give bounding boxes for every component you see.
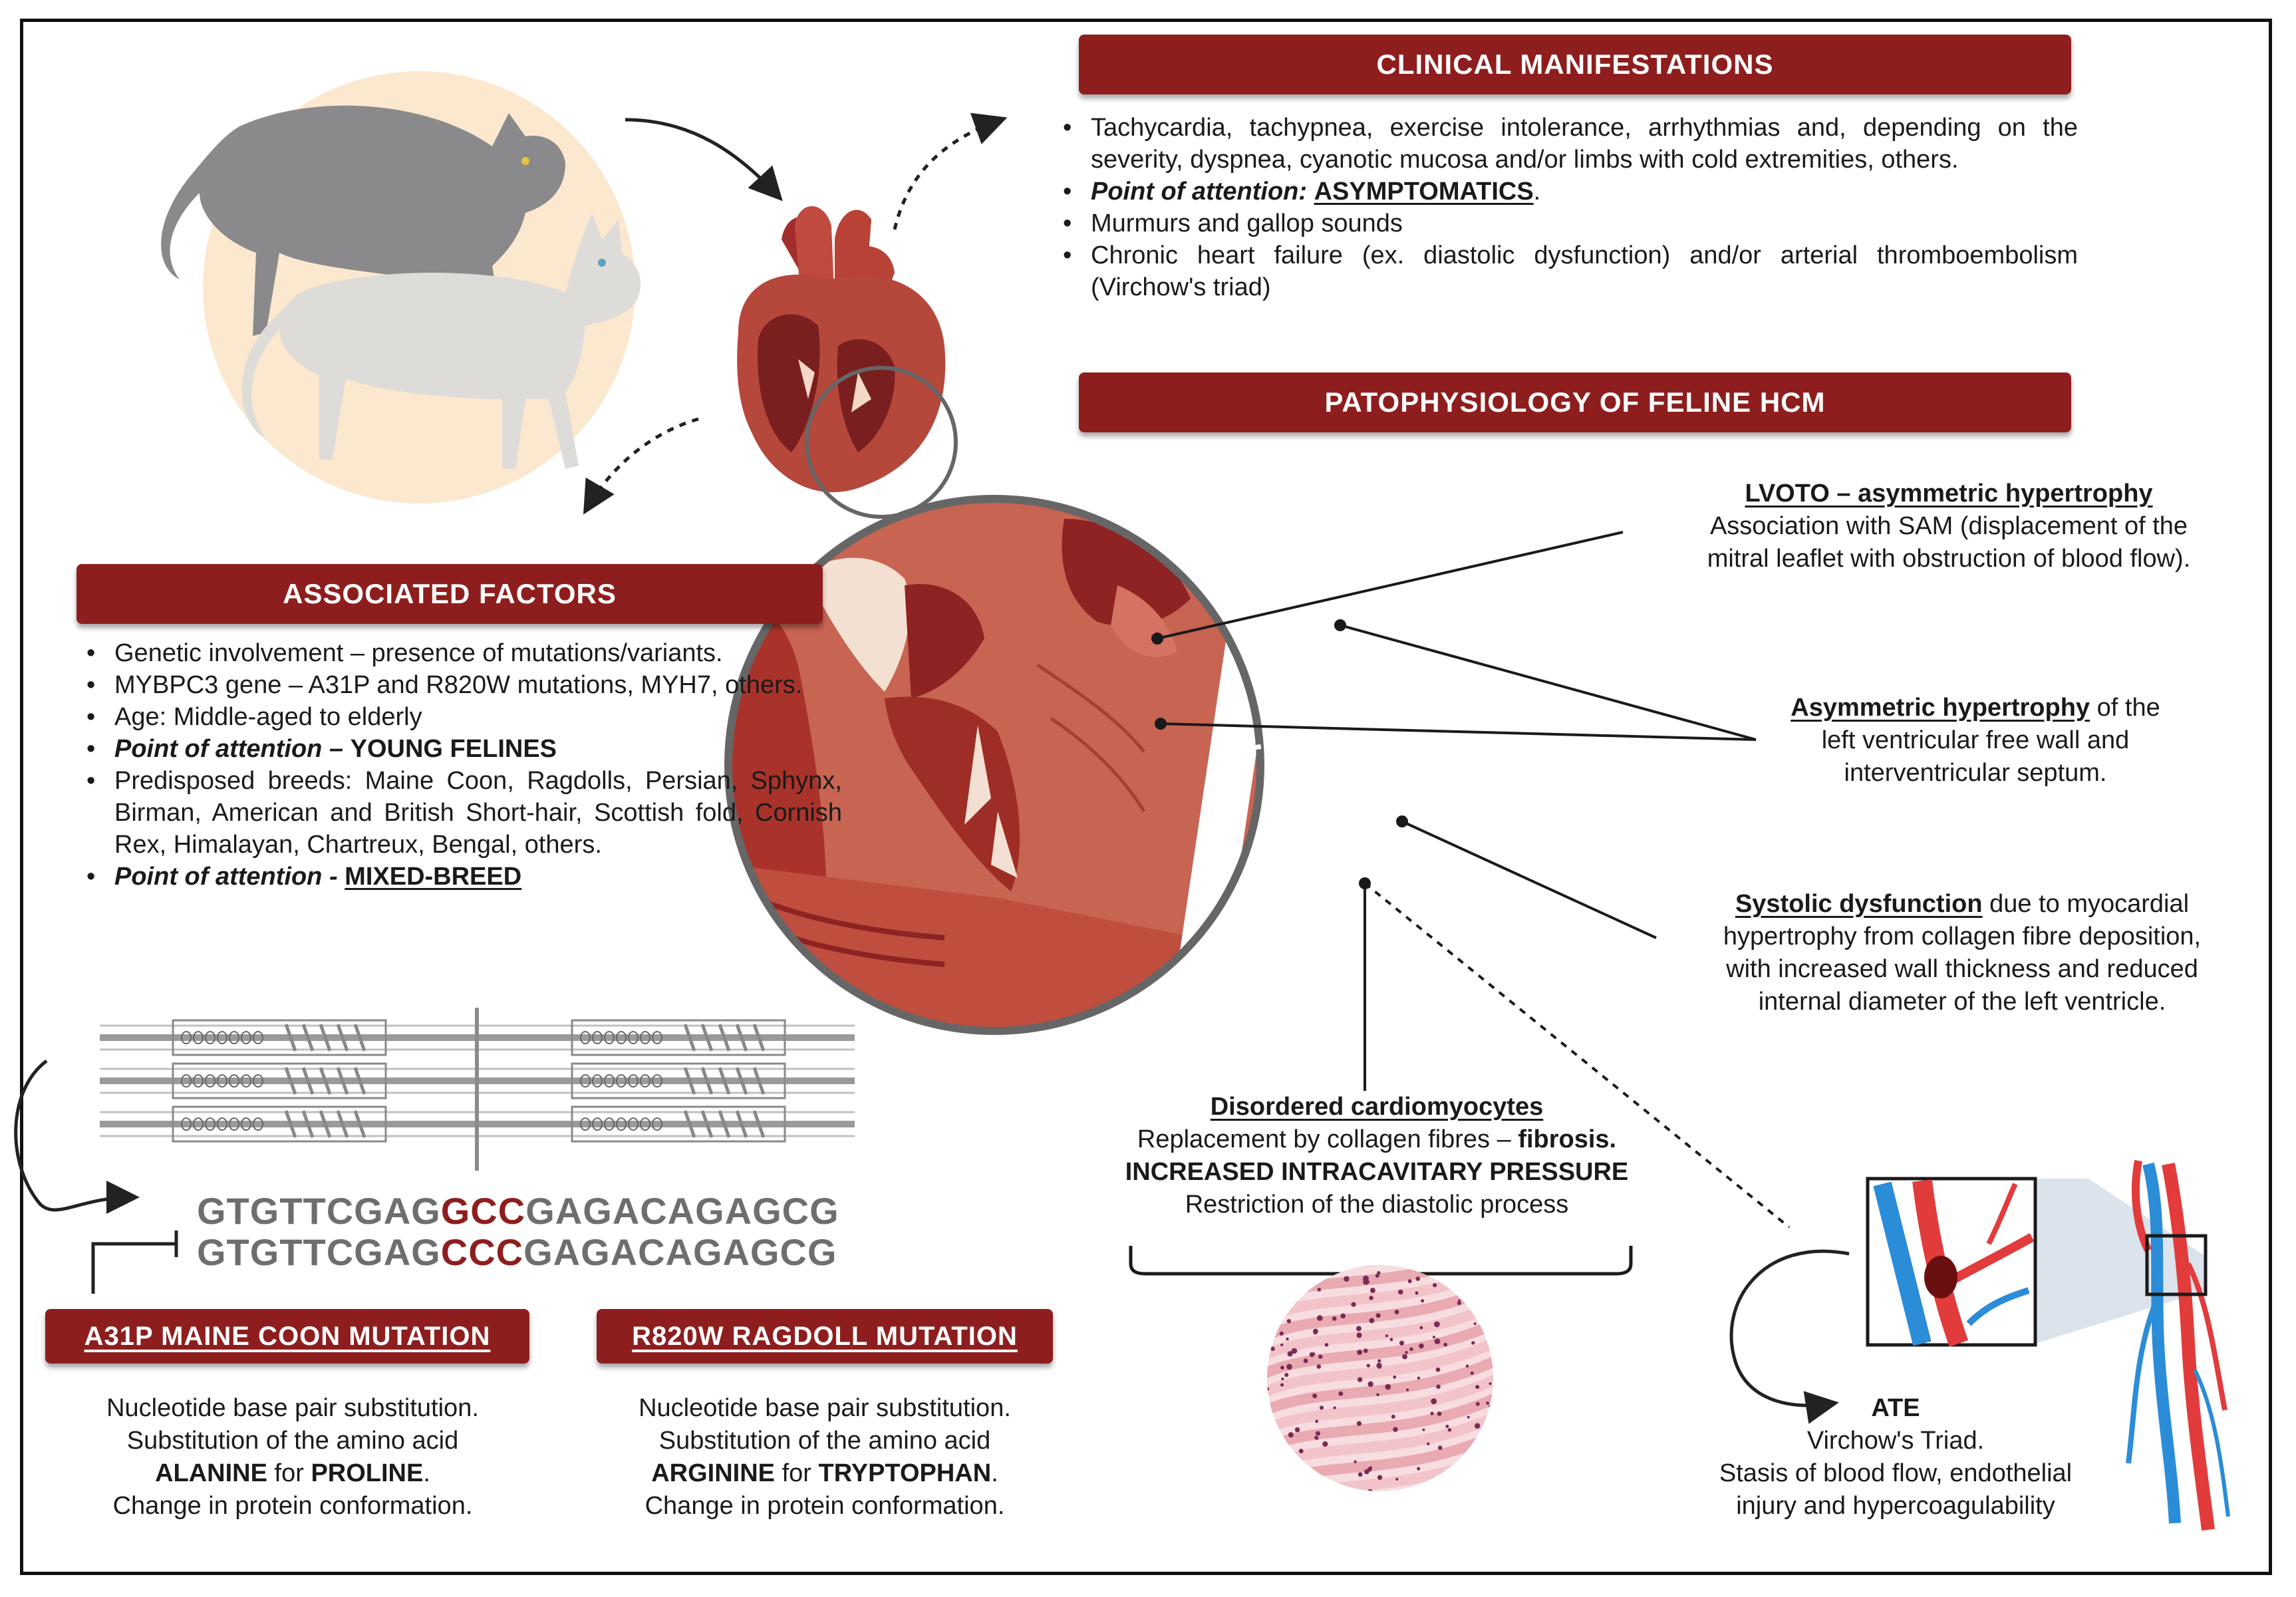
systolic-line: hypertrophy from collagen fibre deposition,: [1723, 923, 2202, 950]
amino-acid: ALANINE: [155, 1459, 267, 1487]
arrow-cat-to-heart: [625, 120, 778, 196]
lvoto-line: mitral leaflet with obstruction of blood flow).: [1707, 545, 2191, 573]
disordered-emph: fibrosis.: [1518, 1125, 1617, 1153]
disordered-pressure: INCREASED INTRACAVITARY PRESSURE: [1125, 1158, 1629, 1186]
ate-title: ATE: [1871, 1394, 1920, 1422]
a31p-line: Nucleotide base pair substitution.: [106, 1394, 479, 1422]
factors-item: [82, 669, 842, 701]
factors-attention-label: Point of attention -: [114, 863, 338, 891]
ate-line: injury and hypercoagulability: [1736, 1492, 2055, 1520]
a31p-description: Nucleotide base pair substitution. Substitution of the amino acid ALANINE for PROLINE. Change in protein conformation.: [40, 1392, 545, 1523]
clinical-attention-suffix: .: [1533, 178, 1541, 206]
clinical-item: [1059, 176, 2078, 208]
factors-attention-emph: YOUNG FELINES: [350, 735, 557, 763]
arrow-heart-to-factors: [587, 419, 698, 509]
cat-illustration: [161, 71, 641, 504]
systolic-annotation: [1650, 888, 2275, 1018]
factors-list: [82, 637, 842, 893]
a31p-line: Substitution of the amino acid: [126, 1427, 459, 1455]
clinical-item: [1059, 112, 2078, 176]
lvoto-title: LVOTO – asymmetric hypertrophy: [1745, 480, 2153, 508]
clinical-attention-emph: ASYMPTOMATICS: [1314, 178, 1534, 206]
a31p-header: A31P MAINE COON MUTATION: [45, 1309, 529, 1364]
factors-item: [82, 861, 842, 893]
systolic-line: internal diameter of the left ventricle.: [1758, 988, 2166, 1016]
thrombus-icon: [1924, 1256, 1957, 1298]
a31p-line: Change in protein conformation.: [112, 1492, 473, 1520]
amino-acid: ARGININE: [651, 1459, 776, 1487]
clinical-header: CLINICAL MANIFESTATIONS: [1079, 35, 2071, 94]
asym-title: Asymmetric hypertrophy: [1791, 694, 2090, 722]
codon-highlight: CCC: [440, 1231, 524, 1273]
asym-line: interventricular septum.: [1844, 759, 2107, 787]
histology-circle: [1257, 1224, 1510, 1526]
factors-item: [82, 765, 842, 861]
amino-acid: PROLINE: [311, 1459, 424, 1487]
clinical-item: [1059, 208, 2078, 239]
dna-sequence-normal: GTGTTCGAGGCCGAGACAGAGCG: [197, 1190, 839, 1232]
ate-annotation: [1663, 1392, 2128, 1523]
factors-attention-emph: MIXED-BREED: [345, 863, 522, 891]
asym-annotation: [1703, 692, 2248, 790]
disordered-line: Replacement by collagen fibres –: [1137, 1125, 1511, 1153]
r820w-description: Nucleotide base pair substitution. Substitution of the amino acid ARGININE for TRYPTOPHAN. Change in protein conformation.: [565, 1392, 1084, 1523]
systolic-line: with increased wall thickness and reduced: [1726, 955, 2198, 983]
r820w-line: Nucleotide base pair substitution.: [639, 1394, 1011, 1422]
lvoto-line: Association with SAM (displacement of the: [1709, 512, 2188, 540]
heart-illustration: [737, 206, 956, 517]
factors-item: [82, 637, 842, 669]
factors-header: ASSOCIATED FACTORS: [76, 564, 823, 624]
r820w-line: Change in protein conformation.: [645, 1492, 1005, 1520]
factors-item-text: Predisposed breeds: Maine Coon, Ragdolls, Persian, Sphynx, Birman, American and British Short-hair, Scottish fold, Cornish Rex, Himalayan, Chartreux, Bengal, others.: [114, 767, 842, 859]
disordered-title: Disordered cardiomyocytes: [1210, 1093, 1544, 1121]
ate-line: Virchow's Triad.: [1806, 1427, 1985, 1455]
asym-title-suffix: of the: [2090, 694, 2160, 722]
systolic-title: Systolic dysfunction: [1735, 890, 1983, 918]
clinical-attention-label: Point of attention:: [1091, 178, 1308, 206]
factors-item-text: MYBPC3 gene – A31P and R820W mutations, MYH7, others.: [114, 671, 803, 699]
codon-highlight: GCC: [440, 1190, 526, 1232]
patho-header: PATOPHYSIOLOGY OF FELINE HCM: [1079, 372, 2071, 432]
sarcomere-diagram: [100, 1004, 855, 1171]
ate-cycle-arrow: [1731, 1251, 1849, 1405]
clinical-item: [1059, 239, 2078, 303]
clinical-list: [1059, 112, 2078, 303]
r820w-header: R820W RAGDOLL MUTATION: [597, 1309, 1053, 1364]
clinical-item-text: Tachycardia, tachypnea, exercise intolerance, arrhythmias and, depending on the severity, dyspnea, cyanotic mucosa and/or limbs with cold extremities, others.: [1091, 114, 2078, 174]
r820w-line: Substitution of the amino acid: [658, 1427, 991, 1455]
asym-line: left ventricular free wall and: [1821, 726, 2130, 754]
clinical-item-text: Murmurs and gallop sounds: [1091, 210, 1403, 237]
factors-item-text: Genetic involvement – presence of mutations/variants.: [114, 639, 723, 667]
ate-line: Stasis of blood flow, endothelial: [1719, 1459, 2073, 1487]
factors-item: [82, 701, 842, 733]
arrow-heart-to-clinical: [895, 120, 1001, 229]
dna-sequence-mutant: GTGTTCGAGCCCGAGACAGAGCG: [197, 1231, 837, 1273]
factors-item-text: Age: Middle-aged to elderly: [114, 703, 422, 731]
lvoto-annotation: [1623, 478, 2275, 575]
systolic-title-suffix: due to myocardial: [1982, 890, 2190, 918]
clinical-item-text: Chronic heart failure (ex. diastolic dysfunction) and/or arterial thromboembolism (Virchow's triad): [1091, 241, 2078, 301]
disordered-annotation: [1058, 1091, 1696, 1221]
amino-acid: TRYPTOPHAN: [818, 1459, 992, 1487]
factors-item: [82, 733, 842, 765]
connector-mutation: [93, 1244, 176, 1294]
disordered-line: Restriction of the diastolic process: [1185, 1191, 1569, 1219]
factors-attention-label: Point of attention –: [114, 735, 344, 763]
